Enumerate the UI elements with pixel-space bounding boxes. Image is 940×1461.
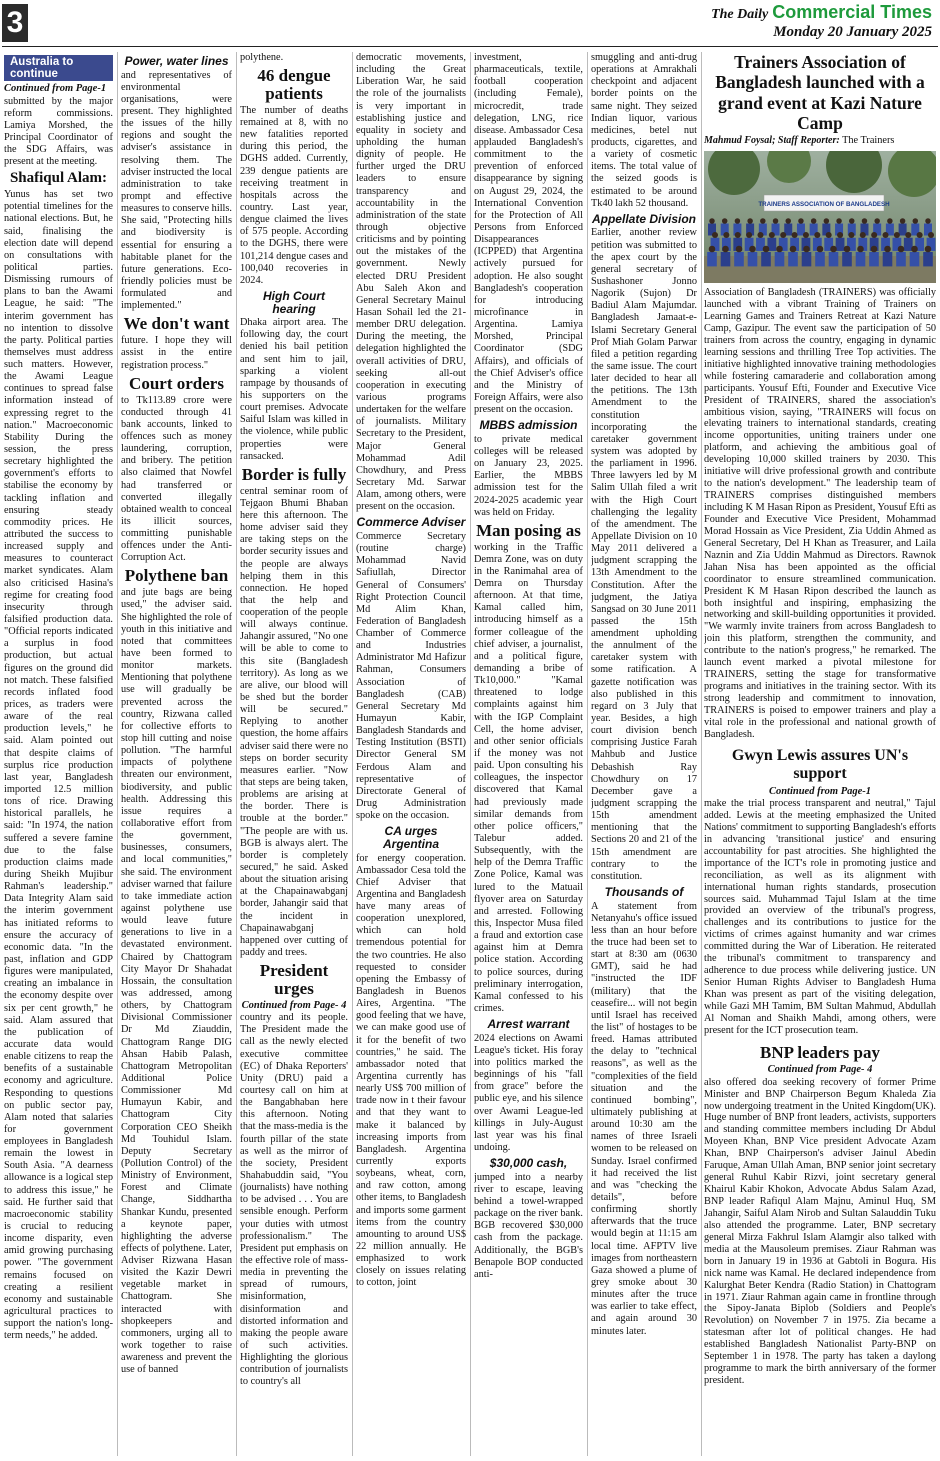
person-head [735,218,741,224]
masthead-rule [2,46,938,47]
person-body [842,252,852,266]
headline-cash: $30,000 cash, [489,1156,568,1171]
article-text: future. I hope they will assist in the entire registration process." [121,335,232,371]
headline-high-court: High Court hearing [263,288,325,316]
person-head [723,232,729,238]
article-text: Association of Bangladesh (TRAINERS) was officially launched with a vibrant Training of Trainers on Learning Games and Trainers Retreat at Kazi Nature Camp, Gazipur. The event saw the participation of 50 trainers from across the country, engaging in dynamic learning sessions and thrilling Tree Top activities. The initiative highlighted innovative training methodologies while fostering camaraderie and collaboration among participants. Yousuf Efti, Founder and Executive Vice President of TRAINERS, shared the association's ambitious vision, saying, "TRAINERS will focus on elevating trainers to international standards, creating income opportunities, uniting trainers under one platform, and achieving the ambitious goal of developing 10,000 skilled trainers by 2030. This initiative will drive professional growth and contribute to the nation's development." The leadership team of TRAINERS comprises distinguished members including K M Hasan Ripon as President, Yousuf Efti as Founder and Executive Vice President, Mohammad Morad Hossain as Vice President, Zia Uddin Ahmed as General Secretary, Del H Khan as Treasurer, and Laila Naznin and Zia Uddin Mahmud as Directors. Rawnok Jahan Nisa has been appointed as the official coordinator to ensure streamlined communication. President K M Hasan Ripon described the launch as both insightful and inspiring, emphasizing the networking and skill-building opportunities it provided. "We warmly invite trainers from across Bangladesh to join this platform, strengthen the community, and contribute to the nation's progress," he remarked. The launch event marked a pivotal milestone for TRAINERS, setting the stage for transformative programs and initiatives in the training sector. With its strong leadership and commitment to innovation, TRAINERS is poised to empower trainers and play a vital role in the professional and national growth of Bangladesh. [704,287,936,740]
banner-text: TRAINERS ASSOCIATION OF BANGLADESH [758,201,890,209]
article-text: and jute bags are being used," the adviser said. She highlighted the role of youth in this initiative and noted that committees have been formed to monitor markets. Mentioning that polythene use will gradually be prevented across the country, Rizwana called for collective efforts to stop hill cutting and noise pollution. "The harmful impacts of polythene threaten our environment, biodiversity, and public health. Addressing this issue requires a collaborative effort from the government, businesses, consumers, and local communities," she said. The environment adviser warned that failure to take immediate action against polythene use would leave future generations to live in a devastated environment. Chaired by Chattogram City Mayor Dr Shahadat Hossain, the consultation was addressed, among others, by Chattogram Divisional Commissioner Dr Md Ziauddin, Chattogram Range DIG Ahsan Habib Palash, Chattogram Metropolitan Additional Police Commissioner Md Humayun Kabir, and Chattogram City Corporation CEO Sheikh Md Touhidul Islam. Deputy Secretary (Pollution Control) of the Ministry of Environment, Forest and Climate Change, Siddhartha Shankar Kundu, presented a keynote paper, highlighting the adverse effects of polythene. Later, Adviser Rizwana Hasan visited the Kazir Dewri vegetable market in Chattogram. She interacted with shopkeepers and commoners, urging all to work together to raise awareness and prevent the use of banned [121,587,232,1376]
article-text: investment, pharmaceuticals, textile, football cooperation (including Female), microcredit, trade delegation, LNG, rice disease. Ambassador Cesa applauded Bangladesh's commitment to the prevention of enforced disappearance by signing on August 29, 2024, the International Convention for the Protection of All Persons from Enforced Disappearances (ICPPED) that Argentina actively pursued for adoption. He also sought Bangladesh's cooperation for introducing microfinance in Argentina. Lamiya Morshed, Principal Coordinator (SDG Affairs), and officials of the Chief Adviser's office and the Ministry of Foreign Affairs, were also present on the occasion. [474,52,583,416]
lead-text: The Trainers [842,135,895,147]
column-5 [474,52,583,1456]
person-body [802,252,812,266]
person-head [894,232,900,238]
article-text: working in the Traffic Demra Zone, was on duty in the Ranimahal area of Demra on Thursday afternoon. At that time, Kamal called him, introducing himself as a former colleague of the chief adviser, a journalist, and a political figure, demanding a bribe of Tk10,000." "Kamal threatened to lodge complaints against him with the IGP Complaint Cell, the home adviser, and other senior officials if the money was not paid. Upon consulting his colleagues, the inspector discovered that Kamal had previously made similar demands from other police officers," Talebur added. Subsequently, with the help of the Demra Traffic Zone Police, Kamal was lured to the Matuail flyover area on Saturday and arrested. Following this, Inspector Musa filed a fraud and extortion case against him at Demra police station. According to police sources, during preliminary interrogation, Kamal confessed to his crimes. [474,541,583,1014]
person-head [785,218,791,224]
person-head [792,232,798,238]
continued-note: Continued from Page- 4 [241,999,347,1011]
person-body [829,252,839,266]
continued-note: Continued from Page- 4 [767,1064,873,1076]
person-head [749,246,756,253]
person-head [709,218,715,224]
person-head [746,232,752,238]
headline-commerce-adviser: Commerce Adviser [356,515,466,530]
brand-prefix: The Daily [711,7,769,22]
article-text: democratic movements, including the Great Liberation War, he said the role of the journalists is very important in establishing justice and equality in society and upholding the human dignity of people. He further urged the DRU leaders to ensure transparency and accountability in the administration of the state through objective criticisms and by pointing out the mistakes of the government. Newly elected DRU President Abu Saleh Akon and General Secretary Mainul Hasan Sohail led the 21-member DRU delegation. During the meeting, the delegation highlighted the overall activities of DRU, seeking all-out cooperation in executing various programs undertaken for the welfare of journalists. Military Secretary to the President, Major General Mohammad Adil Chowdhury, and Press Secretary Md. Sarwar Alam, among others, were present on the occasion. [356,52,466,513]
person-head [925,218,931,224]
column-divider [236,52,237,1456]
person-head [917,232,923,238]
person-body [734,252,744,266]
headline-man-posing: Man posing as [476,520,581,540]
person-head [780,232,786,238]
article-text: Yunus has set two potential timelines for the national elections. But, he said, finalising the election date will depend on consultations with political parties. Dismissing rumours of plans to ban the Awami League, he said: "The interim government has no intention to dissolve the party. Political parties themselves must address such matters. However, the Awami League continues to spread false information instead of expressing regret to the nation." Macroeconomic Stability During the session, the press secretary highlighted the government's efforts to stabilise the economy by tackling inflation and ensuring steady commodity prices. He attributed the success to increased supply and measures to counteract market syndicates. Alam also criticised Hasina's regime for creating food insecurity through falsified production data. "Official reports indicated a surplus in food production, but actual figures on the ground did not match. These falsified records inflated food prices, as traders were aware of the real production levels," he said. Alam pointed out that despite claims of surplus rice production last year, Bangladesh imported 12.5 million tons of rice. Drawing historical parallels, he said: "In 1974, the nation suffered a severe famine due to the false production claims made during Sheikh Mujibur Rahman's leadership." Data Integrity Alam said the interim government has initiated reforms to ensure the accuracy of economic data. "In the past, inflation and GDP figures were manipulated, creating an imbalance in the economy despite over six per cent growth," he said. Alam assured that the publication of accurate data would enable citizens to reap the benefits of a sustainable economy and agriculture. Responding to questions on public sector pay, Alam noted that salaries for government employees in Bangladesh remain the lowest in South Asia. "A dearness allowance is a logical step to address this issue," he said. He further said that macroeconomic stability is crucial to reducing income disparity, even amid growing purchasing power. "The government remains focused on creating a resilient economy and sustainable agricultural practices to support the nation's long-term needs," he added. [4,189,113,1342]
article-text: submitted by the major reform commissions. Lamiya Morshed, the Principal Coordinator of the SDG Affairs, was present at the meeting. [4,95,113,168]
feature-article [704,52,936,1456]
person-head [776,246,783,253]
headline-court-orders: Court orders [129,373,224,393]
person-head [848,232,854,238]
person-body [883,252,893,266]
person-head [905,232,911,238]
headline-mbbs: MBBS admission [479,418,578,433]
person-body [856,252,866,266]
column-divider [470,52,471,1456]
article-text: country and its people. The President made the call as the newly elected executive committee (EC) of Dhaka Reporters' Unity (DRU) paid a courtesy call on him at the Bangabhaban here this afternoon. Noting that the mass-media is the fourth pillar of the state as well as the mirror of the society, President Shahabuddin said, "You (journalists) have nothing to be advised . . . You are sensible enough. Perform your duties with utmost professionalism." The President put emphasis on the effective role of mass-media in preventing the spread of rumours, misinformation, disinformation and distorted information and making the people aware of such activities. Highlighting the glorious contribution of journalists to country's all [240,1012,348,1388]
person-body [721,252,731,266]
article-text: to Tk113.89 crore were conducted through 41 bank accounts, linked to offences such as money laundering, corruption, and bribery. The petition also claimed that Nowfel had transferred or converted illegally obtained wealth to conceal its illicit sources, committing punishable offences under the Anti-Corruption Act. [121,394,232,564]
headline-appellate: Appellate Division [591,211,697,226]
column-1 [4,52,113,1456]
person-body [836,238,845,251]
person-body [910,252,920,266]
article-text: make the trial process transparent and neutral," Tajul added. Lewis at the meeting emphasized the United Nations' commitment to supporting Bangladesh's efforts in advancing 'transitional justice' and ensuring accountability for past atrocities. She highlighted the importance of the ICT's role in promoting justice and reconciliation, as well as its alignment with international human rights standards, prosecution sources said. Muhammad Tajul Islam at the time provided an overview of the tribunal's progress, challenges and its contributions to justice for the victims of crimes against humanity and war crimes committed during the War of Liberation. He reiterated the tribunal's commitment to transparency and adherence to due process while delivering justice. UN Senior Human Rights Adviser to Bangladesh Huma Khan was present as part of the visiting delegation, while Gazi MH Tamim, BM Sultan Mahmud, Abdullah Al Noman and Shaikh Mahdi, among others, were present for the ICT prosecution team. [704,798,936,1036]
column-2 [121,52,232,1456]
person-body [775,252,785,266]
brand-name: Commercial Times [772,2,932,22]
article-text: and representatives of environmental organisations, were present. They highlighted the issues of the hilly regions and sought the adviser's assistance in resolving them. The adviser instructed the local administration to take prompt and effective measures to conserve hills. She said, "Protecting hills and biodiversity is essential for ensuring a habitable planet for the future generations. Eco-friendly policies must be formulated and implemented." [121,69,232,312]
continued-note: Continued from Page-1 [4,83,107,95]
column-6 [591,52,697,1456]
person-head [844,246,851,253]
person-body [748,252,758,266]
person-head [722,246,729,253]
byline: Mahmud Foysal; Staff Reporter: [704,135,840,147]
person-body [761,252,771,266]
issue-date: Monday 20 January 2025 [773,24,932,40]
newspaper-brand [711,2,932,41]
person-head [898,246,905,253]
person-body [788,252,798,266]
person-body [899,224,907,236]
feature-headline: Trainers Association of Bangladesh launched with a grand event at Kazi Nature Camp [715,52,925,133]
person-head [811,218,817,224]
person-head [824,218,830,224]
person-head [803,232,809,238]
person-head [874,218,880,224]
person-head [887,218,893,224]
person-head [803,246,810,253]
person-head [817,246,824,253]
person-head [836,218,842,224]
person-head [883,232,889,238]
person-head [830,246,837,253]
headline-thousands: Thousands of [604,885,684,900]
headline-arrest-warrant: Arrest warrant [487,1017,570,1032]
person-head [757,232,763,238]
article-text: Dhaka airport area. The following day, the court denied his bail petition and sent him to jail, sparking a violent rampage by thousands of his supporters on the court premises. Advocate Saiful Islam was killed in the violence, while public properties were ransacked. [240,317,348,462]
person-head [773,218,779,224]
person-head [763,246,770,253]
person-head [884,246,891,253]
person-head [837,232,843,238]
person-head [871,232,877,238]
headline-we-dont-want: We don't want [123,314,230,334]
column-divider [587,52,588,1456]
person-head [712,232,718,238]
article-text: for energy cooperation. Ambassador Cesa told the Chief Adviser that Argentina and Bangladesh have many areas of cooperation unexplored, which can hold tremendous potential for the two countries. He also requested to consider opening the Embassy of Bangladesh in Buenos Aires, Argentina. "The good feeling that we have, we can make good use of it for the benefit of two countries," he said. The ambassador noted that Argentina currently has nearly US$ 700 million of trade now in t their favour and that they want to make it balanced by increasing imports from Bangladesh. Argentina currently exports soybeans, wheat, corn, and raw cotton, among other items, to Bangladesh and imports some garment items from the country amounting to around US$ 22 million annually. He emphasized to work closely on issues relating to cotton, joint [356,852,466,1289]
person-head [735,232,741,238]
person-head [911,246,918,253]
person-head [747,218,753,224]
column-divider [701,52,702,1456]
headline-australia: Australia to continue [4,55,113,81]
continued-note: Continued from Page-1 [768,785,872,797]
person-head [871,246,878,253]
person-body [896,252,906,266]
person-head [736,246,743,253]
headline-gwyn-lewis: Gwyn Lewis assures UN's support [731,746,909,783]
article-text: Commerce Secretary (routine charge) Mohammad Navid Safiullah, Director General of Consumers' Right Protection Council Md Alim Khan, Federation of Bangladesh Chamber of Commerce and Industries Administrator Md Hafizur Rahman, Consumers Association of Bangladesh (CAB) General Secretary Md Humayun Kabir, Bangladesh Standards and Testing Institution (BSTI) Director General SM Ferdous Alam and representative of Directorate General of Drug Administration spoke on the occasion. [356,530,466,822]
person-body [923,252,933,266]
article-text: The number of deaths remained at 8, with no new fatalities reported during this period, the DGHS added. Currently, 239 dengue patients are receiving treatment in hospitals across the country. Last year, dengue claimed the lives of 575 people. According to the DGHS, there were 101,214 dengue cases and 100,040 recoveries in 2024. [240,104,348,286]
column-3 [240,52,348,1456]
person-head [860,232,866,238]
person-head [928,232,934,238]
person-head [913,218,919,224]
headline-bnp-leaders: BNP leaders pay [760,1042,880,1062]
person-head [798,218,804,224]
headline-dengue: 46 dengue patients [257,66,331,103]
article-text: polythene. [240,52,284,63]
article-text: jumped into a nearby river to escape, leaving behind a towel-wrapped package on the river bank. BGB recovered $30,000 cash from the package. Additionally, the BGB's Benapole BOP conducted anti- [474,1171,583,1280]
headline-polythene-ban: Polythene ban [124,566,229,586]
person-head [722,218,728,224]
group-photo [704,151,936,283]
person-head [790,246,797,253]
person-body [815,252,825,266]
article-text: Earlier, another review petition was submitted to the apex court by the general secretary of Sushashoner Jonno Nagorik (Sujon) Dr Badiul Alam Majumdar. Bangladesh Jamaat-e-Islami Secretary General Prof Miah Golam Parwar filed a petition regarding the same issue. The court later decided to hear all the petitions. The 13th Amendment to the constitution incorporating the caretaker government system was adopted by the parliament in 1996. Three lawyers led by M Salim Ullah filed a writ with the High Court challenging the legality of the amendment. The Appellate Division on 10 May 2011 delivered a judgment scrapping the 13th Amendment to the Constitution. After the judgment, the Jatiya Sangsad on 30 June 2011 passed the 15th amendment upholding the annulment of the caretaker system with some ratification. A gazette notification was also published in this regard on 3 July that year. Besides, a high court division bench comprising Justice Farah Mahbub and Justice Debashish Ray Chowdhury on 17 December gave a judgment scrapping the 15th amendment mentioning that the Sections 20 and 21 of the 15th amendment are contrary to the constitution. [591,227,697,882]
person-head [900,218,906,224]
article-text: also offered doa seeking recovery of former Prime Minister and BNP Chairperson Begum Khaleda Zia now undergoing treatment in the United Kingdom(UK). Huge number of BNP front leaders, activists, supporters and standing committee members including Dr Abdul Moyeen Khan, BNP Vice president Advocate Azam Khan, BNP Chairperson's adviser Jainul Abedin Faruque, Aman Ullah Aman, BNP senior joint secretary general Ruhul Kabir Rizvi, joint secretary general Khairul Kabir Khokon, Advocate Abdus Salam Azad, BNP leader Rafiqul Alam Majnu, Aminul Huq, SM Jahangir, Saiful Alam Nirob and Sultan Salauddin Tuku also attended the programme. Later, BNP secretary general Mirza Fakhrul Islam Alamgir also talked with media at the Mausoleum premises. Ziaur Rahman was born in January 19 in 1936 at Gabtoli in Bogura. His nick name was Kamal. He declared independence from Kalurghat Beter Kendra (Radio Station) in Chattogram in 1971. Ziaur Rahman again came in frontline through the Sipoy-Janata Biplob (Soldiers and People's Revolution) on November 7 in 1975. Zia became a statesman after lot of political changes. He had established Bangladesh Nationalist Party-BNP on September 1 in 1978. The party has taken a daylong programme to mark the birth anniversary of the former president. [704,1076,936,1387]
page-number: 3 [2,4,28,42]
headline-border: Border is fully [241,464,347,484]
person-head [925,246,932,253]
person-head [709,246,716,253]
person-head [862,218,868,224]
person-head [760,218,766,224]
person-head [857,246,864,253]
headline-ca-argentina: CA urges Argentina [382,824,439,851]
person-head [849,218,855,224]
article-text: 2024 elections on Awami League's ticket. His foray into politics marked the beginnings of his "fall from grace" before the public eye, and his silence over Awami League-led killings in July-August last year was his final undoing. [474,1032,583,1153]
person-body [869,252,879,266]
article-text: to private medical colleges will be released on January 23, 2025. Earlier, the MBBS admission test for the 2024-2025 academic year was held on Friday. [474,433,583,518]
headline-power-water: Power, water lines [124,54,229,68]
column-divider [117,52,118,1456]
article-text: A statement from Netanyahu's office issued less than an hour before the truce had been set to start at 8:30 am (0630 GMT), said he had "instructed the IDF (military) that the ceasefire... will not begin until Israel has received the list" of hostages to be freed. Hamas attributed the delay to "technical reasons", as well as the "complexities of the field situation and the continued bombing", ultimately publishing at around 10:30 am the names of three Israeli women to be released on Sunday. Israel confirmed it had received the list and was "checking the details", before confirming shortly afterwards that the truce would begin at 11:15 am local time. AFPTV live images from northeastern Gaza showed a plume of grey smoke about 30 minutes after the truce was earlier to take effect, and again around 30 minutes later. [591,900,697,1337]
column-4 [356,52,466,1456]
article-text: central seminar room of Tejgaon Bhumi Bhaban here this afternoon. The home adviser said they are taking steps on the border security issues and the people are always helping them in this connection. He hoped that the help and cooperation of the people will always continue. Jahangir assured, "No one will be able to come to this site (Bangladesh territory). As long as we are alive, our blood will be shed but the border will be secured." Replying to another question, the home affairs adviser said there were no steps on border security measures earlier. "Now that steps are being taken, problems are arising at the border. There is trouble at the border." "The people are with us. BGB is always alert. The border is completely secured," he said. Asked about the situation arising at the Chapainawabganj border, Jahangir said that the incident in Chapainawabganj happened over cutting of paddy and trees. [240,485,348,958]
person-body [707,252,717,266]
article-text: smuggling and anti-drug operations at Amrakhali checkpoint and adjacent border points on the same night. They seized Indian liquor, various medicines, betel nut products, cigarettes, and a variety of cosmetic items. The total value of the seized goods is estimated to be around Tk40 lakh 52 thousand. [591,52,697,209]
headline-shafiqul-alam: Shafiqul Alam: [9,170,108,187]
person-head [826,232,832,238]
headline-president-urges: President urges [259,961,329,998]
column-divider [352,52,353,1456]
person-head [814,232,820,238]
masthead [0,0,940,46]
person-head [769,232,775,238]
